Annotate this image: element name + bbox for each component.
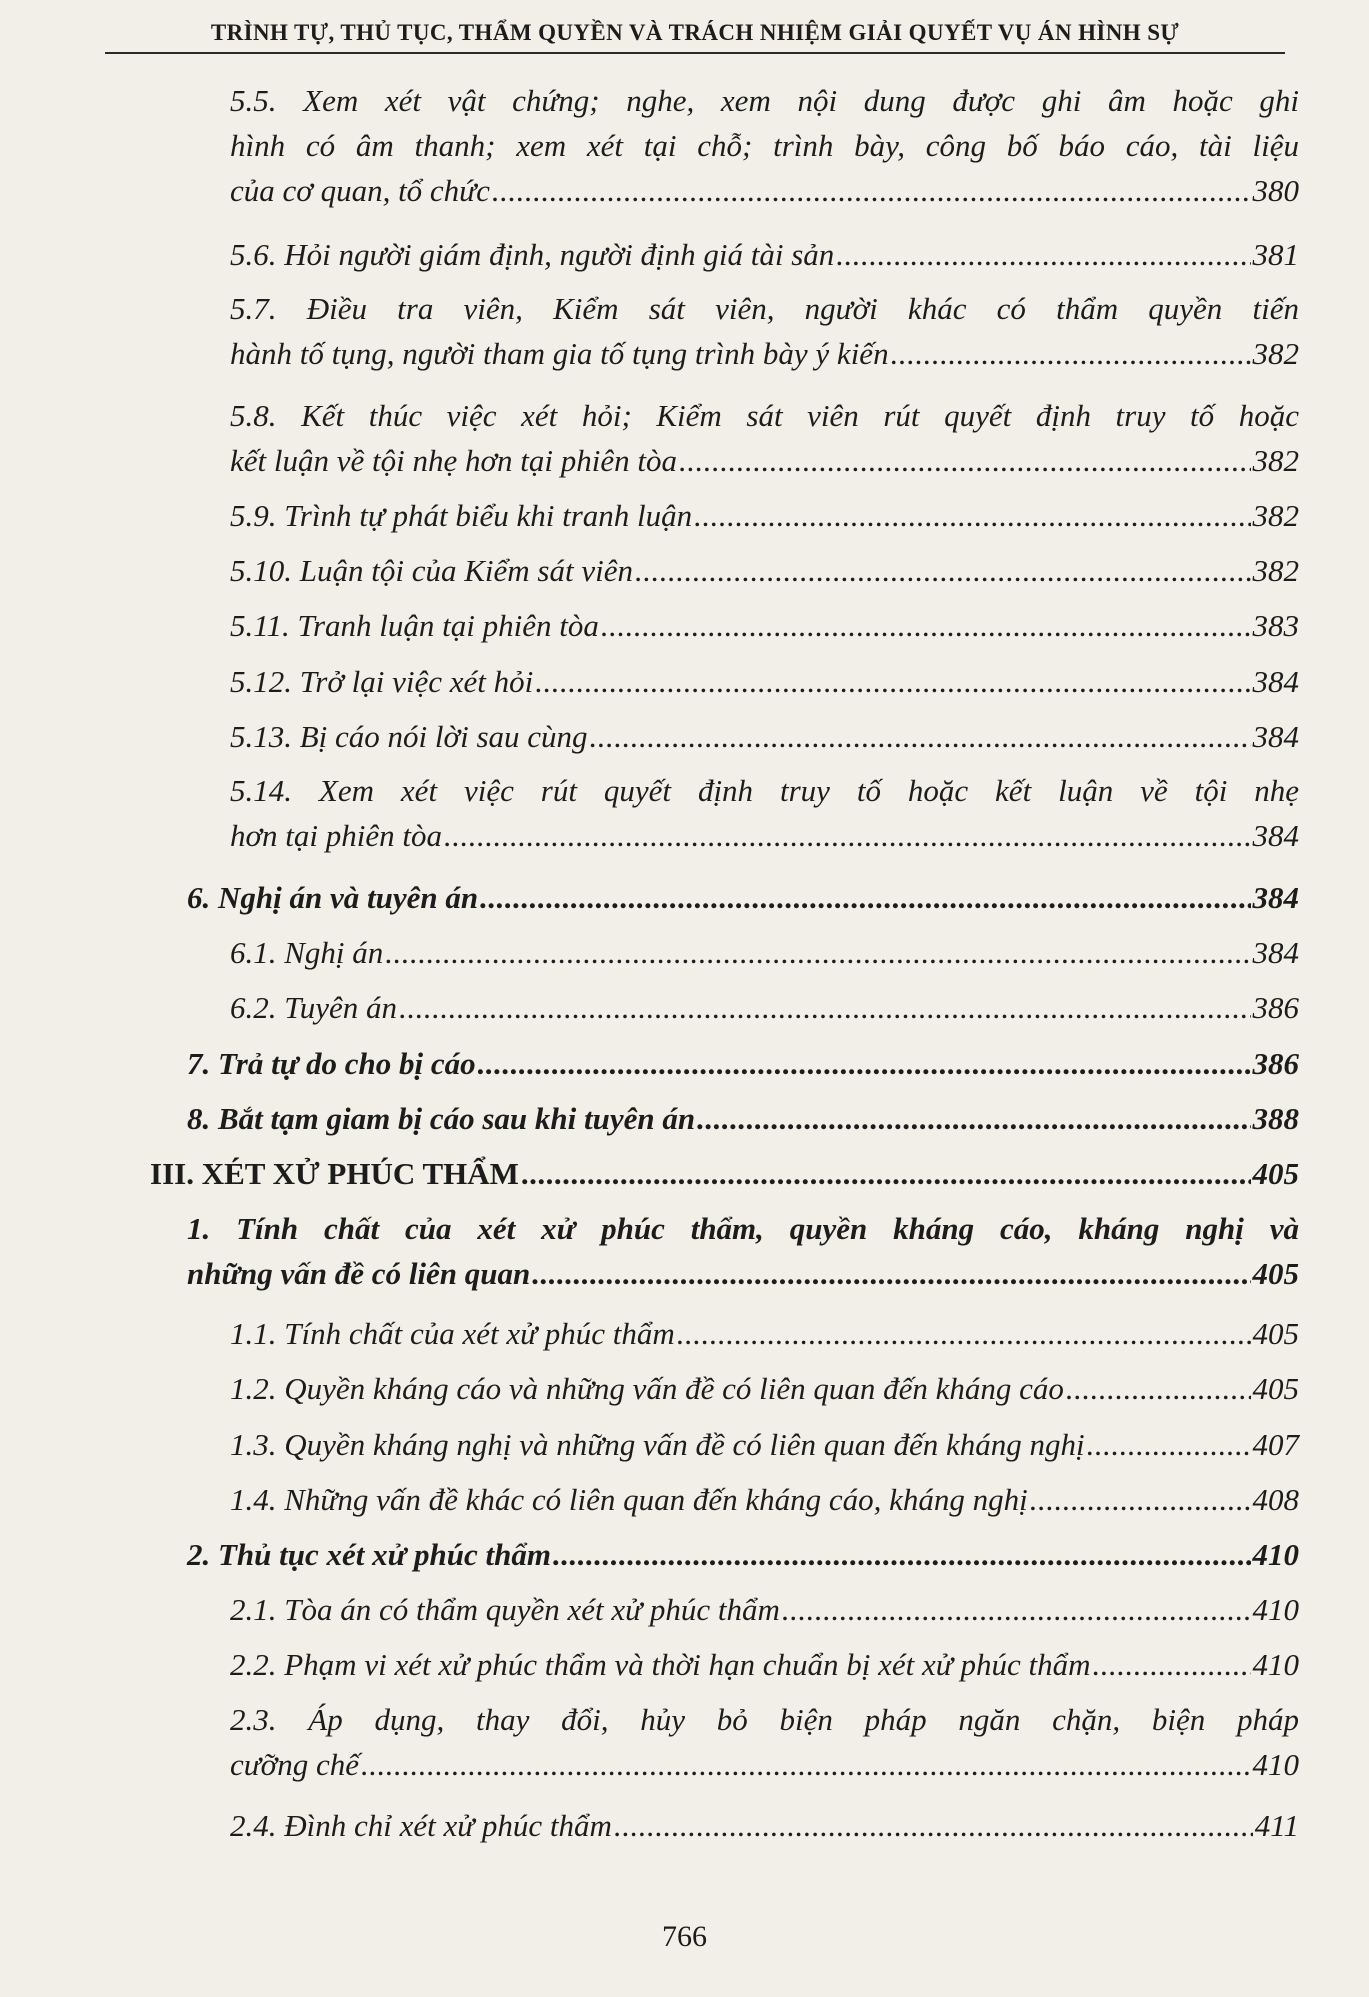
toc-entry-page: 381	[1252, 237, 1299, 272]
toc-entry	[230, 603, 1299, 648]
dot-leader	[492, 168, 1251, 213]
toc-entry	[230, 1366, 1299, 1411]
toc-entry	[230, 985, 1299, 1030]
toc-entry-page: 405	[1252, 1316, 1299, 1351]
toc-entry-title: 2.1. Tòa án có thẩm quyền xét xử phúc thẩm	[230, 1592, 780, 1627]
toc-entry-title: 1.1. Tính chất của xét xử phúc thẩm	[230, 1316, 675, 1351]
dot-leader	[385, 930, 1250, 975]
toc-entry-page: 384	[1252, 664, 1299, 699]
toc-entry-title: 1.2. Quyền kháng cáo và những vấn đề có liên quan đến kháng cáo	[230, 1371, 1064, 1406]
toc-entry-title: 2.2. Phạm vi xét xử phúc thẩm và thời hạn chuẩn bị xét xử phúc thẩm	[230, 1647, 1091, 1682]
toc-entry-title: kết luận về tội nhẹ hơn tại phiên tòa	[230, 443, 678, 478]
toc-entry	[230, 232, 1299, 277]
toc-entry-page: 405	[1252, 1156, 1299, 1191]
dot-leader	[399, 985, 1250, 1030]
toc-entry-title: 5.6. Hỏi người giám định, người định giá tài sản	[230, 237, 835, 272]
toc-entry	[230, 286, 1299, 376]
toc-entry-title: 8. Bắt tạm giam bị cáo sau khi tuyên án	[187, 1101, 696, 1136]
toc-entry-title: 1.4. Những vấn đề khác có liên quan đến kháng cáo, kháng nghị	[230, 1482, 1028, 1517]
dot-leader	[601, 603, 1251, 648]
toc-entry-page: 384	[1252, 935, 1299, 970]
toc-entry-title: 7. Trả tự do cho bị cáo	[187, 1046, 476, 1081]
toc-entry-page: 405	[1252, 1371, 1299, 1406]
toc-entry	[230, 659, 1299, 704]
toc-entry-page: 408	[1252, 1482, 1299, 1517]
toc-entry	[230, 1642, 1299, 1687]
toc-entry-page: 382	[1252, 553, 1299, 588]
dot-leader	[478, 1041, 1251, 1086]
dot-leader	[444, 813, 1250, 858]
dot-leader	[590, 714, 1251, 759]
toc-entry-title: 6.1. Nghị án	[230, 935, 384, 970]
dot-leader	[521, 1151, 1251, 1196]
dot-leader	[480, 875, 1250, 920]
toc-entry-title: 5.14. Xem xét việc rút quyết định truy tố hoặc kết luận về tội nhẹ	[230, 773, 1299, 808]
toc-entry-title: 1. Tính chất của xét xử phúc thẩm, quyền kháng cáo, kháng nghị và	[187, 1211, 1299, 1246]
toc-entry	[230, 393, 1299, 483]
dot-leader	[677, 1311, 1251, 1356]
toc-entry-page: 382	[1252, 336, 1299, 371]
toc-entry-title: những vấn đề có liên quan	[187, 1256, 531, 1291]
toc-entry	[230, 1477, 1299, 1522]
toc-entry	[230, 714, 1299, 759]
toc-entry-page: 384	[1252, 818, 1299, 853]
toc-entry	[230, 78, 1299, 213]
toc-entry-page: 384	[1252, 880, 1299, 915]
toc-entry-page: 411	[1254, 1808, 1299, 1843]
toc-entry	[230, 1587, 1299, 1632]
toc-entry-title: 5.10. Luận tội của Kiểm sát viên	[230, 553, 633, 588]
toc-entry-title: 5.5. Xem xét vật chứng; nghe, xem nội dung được ghi âm hoặc ghi	[230, 83, 1299, 118]
toc-entry	[230, 493, 1299, 538]
header-rule	[105, 52, 1285, 54]
toc-entry-page: 410	[1252, 1592, 1299, 1627]
toc-entry-page: 383	[1252, 608, 1299, 643]
toc-entry-title: 6. Nghị án và tuyên án	[187, 880, 479, 915]
toc-entry-page: 384	[1252, 719, 1299, 754]
toc-entry	[187, 875, 1299, 920]
dot-leader	[614, 1803, 1253, 1848]
dot-leader	[1087, 1422, 1251, 1467]
toc-entry	[187, 1096, 1299, 1141]
toc-entry-title: hình có âm thanh; xem xét tại chỗ; trình bày, công bố báo cáo, tài liệu	[230, 128, 1299, 163]
toc-entry-page: 410	[1252, 1537, 1299, 1572]
toc-entry-title: 1.3. Quyền kháng nghị và những vấn đề có liên quan đến kháng nghị	[230, 1427, 1085, 1462]
dot-leader	[1066, 1366, 1251, 1411]
toc-entry	[187, 1206, 1299, 1296]
dot-leader	[679, 438, 1250, 483]
toc-entry	[230, 930, 1299, 975]
toc-entry	[230, 1311, 1299, 1356]
toc-entry-title: 5.11. Tranh luận tại phiên tòa	[230, 608, 599, 643]
dot-leader	[1092, 1642, 1250, 1687]
dot-leader	[361, 1742, 1251, 1787]
toc-entry	[230, 548, 1299, 593]
page-number: 766	[662, 1920, 707, 1953]
toc-entry-page: 382	[1252, 498, 1299, 533]
toc-entry	[230, 1803, 1299, 1848]
dot-leader	[553, 1532, 1251, 1577]
toc-entry	[187, 1041, 1299, 1086]
dot-leader	[782, 1587, 1251, 1632]
dot-leader	[635, 548, 1251, 593]
toc-entry	[150, 1151, 1299, 1196]
toc-entry-title: 6.2. Tuyên án	[230, 990, 398, 1025]
toc-entry-page: 405	[1252, 1256, 1299, 1291]
dot-leader	[891, 331, 1251, 376]
toc-entry-page: 380	[1252, 173, 1299, 208]
toc-entry	[230, 1697, 1299, 1787]
dot-leader	[694, 493, 1250, 538]
dot-leader	[535, 659, 1250, 704]
running-header: TRÌNH TỰ, THỦ TỤC, THẨM QUYỀN VÀ TRÁCH NHIỆM GIẢI QUYẾT VỤ ÁN HÌNH SỰ	[210, 20, 1180, 45]
toc-entry-title: 5.13. Bị cáo nói lời sau cùng	[230, 719, 588, 754]
toc-entry-title: hành tố tụng, người tham gia tố tụng trình bày ý kiến	[230, 336, 889, 371]
dot-leader	[532, 1251, 1250, 1296]
toc-entry-title: 5.7. Điều tra viên, Kiểm sát viên, người khác có thẩm quyền tiến	[230, 291, 1299, 326]
toc-entry-page: 388	[1252, 1101, 1299, 1136]
toc-entry-title: 5.12. Trở lại việc xét hỏi	[230, 664, 534, 699]
toc-entry-title: cưỡng chế	[230, 1747, 359, 1782]
toc-entry-title: hơn tại phiên tòa	[230, 818, 443, 853]
toc-entry-title: 5.9. Trình tự phát biểu khi tranh luận	[230, 498, 693, 533]
toc-entry	[187, 1532, 1299, 1577]
toc-entry-page: 382	[1252, 443, 1299, 478]
toc-entry-title: 5.8. Kết thúc việc xét hỏi; Kiểm sát viên rút quyết định truy tố hoặc	[230, 398, 1299, 433]
dot-leader	[697, 1096, 1250, 1141]
toc-entry-title: của cơ quan, tổ chức	[230, 173, 490, 208]
toc-entry-title: 2.4. Đình chỉ xét xử phúc thẩm	[230, 1808, 612, 1843]
toc-entry-title: 2. Thủ tục xét xử phúc thẩm	[187, 1537, 551, 1572]
toc-entry-page: 407	[1252, 1427, 1299, 1462]
toc-entry-page: 410	[1252, 1747, 1299, 1782]
toc-entry-page: 386	[1252, 1046, 1299, 1081]
toc-entry	[230, 768, 1299, 858]
toc-entry-title: III. XÉT XỬ PHÚC THẨM	[150, 1156, 519, 1191]
toc-entry-page: 386	[1252, 990, 1299, 1025]
dot-leader	[1030, 1477, 1251, 1522]
toc-entry	[230, 1422, 1299, 1467]
dot-leader	[836, 232, 1250, 277]
toc-entry-page: 410	[1252, 1647, 1299, 1682]
toc-entry-title: 2.3. Áp dụng, thay đổi, hủy bỏ biện pháp ngăn chặn, biện pháp	[230, 1702, 1299, 1737]
